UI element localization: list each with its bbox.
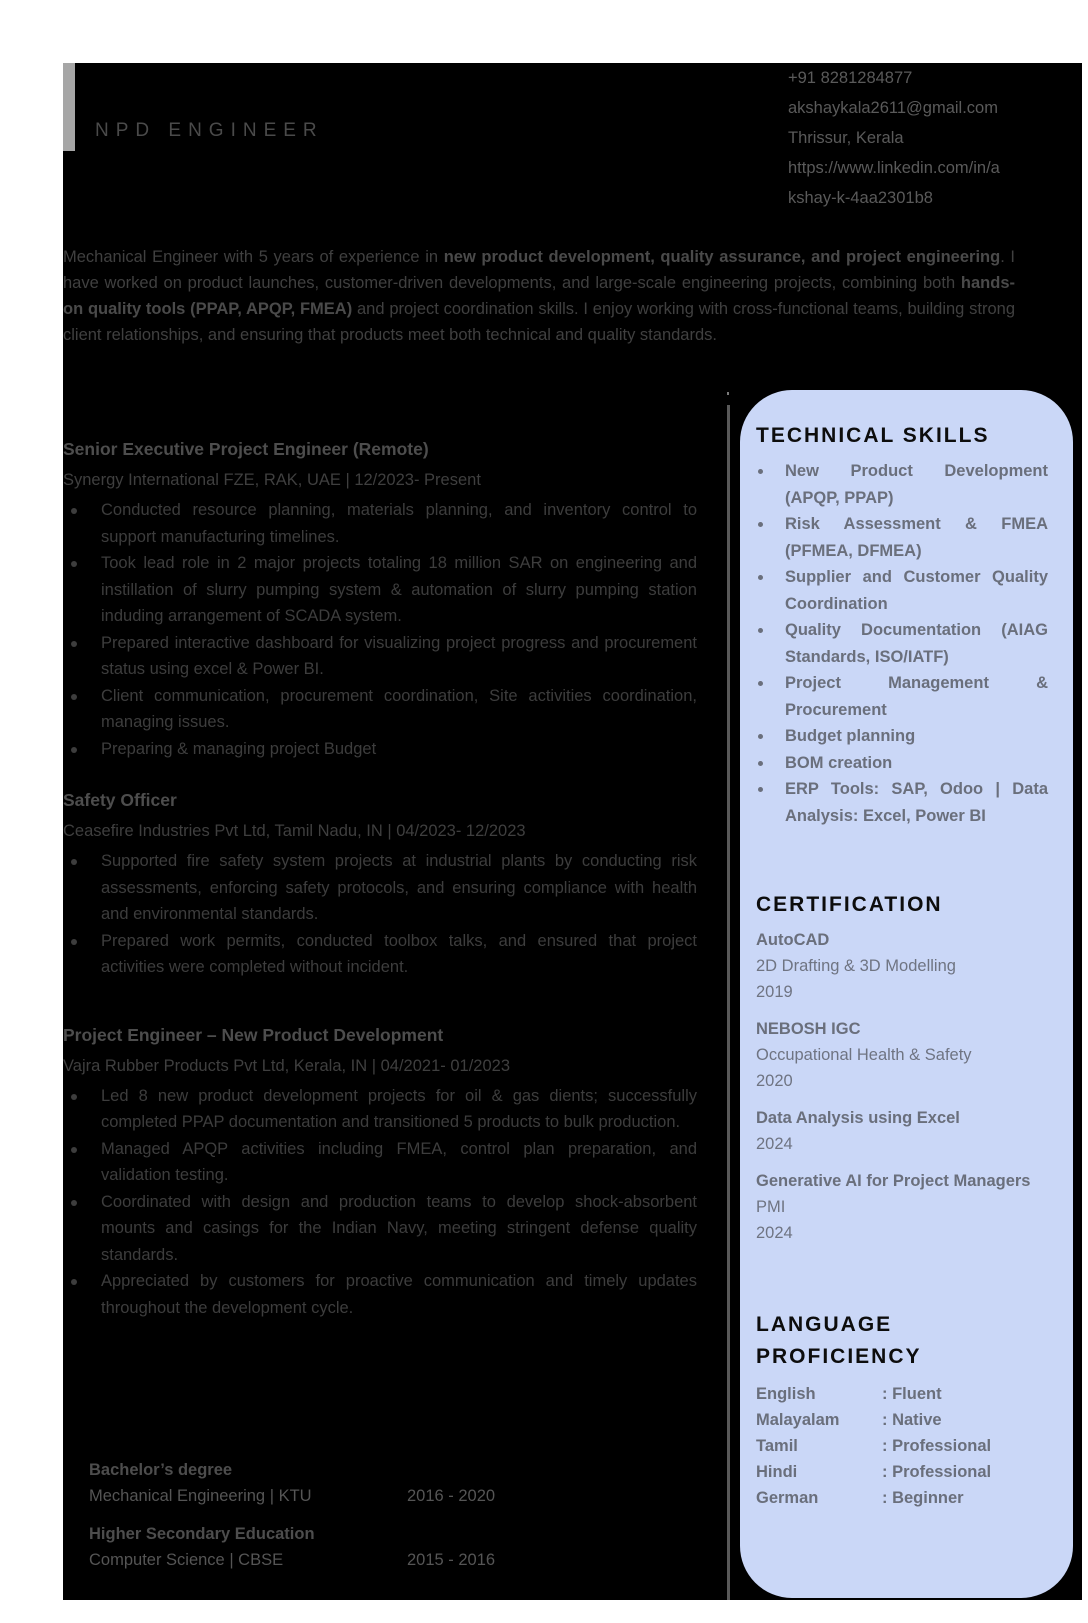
job-bullet (63, 1268, 697, 1321)
job-bullet (63, 848, 697, 928)
language-name: German (756, 1489, 819, 1507)
language-name: Hindi (756, 1463, 798, 1481)
bullet-icon (71, 939, 77, 945)
summary-bold-1: new product development, quality assurance, and project engineering (443, 248, 1001, 266)
technical-skills-heading: TECHNICAL SKILLS (756, 424, 990, 447)
bullet-text: Client communication, procurement coordination, Site activities coordination, managing issues. (101, 686, 697, 731)
bullet-icon (758, 628, 763, 633)
education-years: 2016 - 2020 (407, 1487, 496, 1505)
job-meta: Ceasefire Industries Pvt Ltd, Tamil Nadu, IN | 04/2023- 12/2023 (63, 822, 526, 840)
language-row (756, 1381, 1048, 1407)
certification-detail: 2D Drafting & 3D Modelling (756, 957, 956, 975)
job-entry (63, 435, 697, 762)
certification-year: 2024 (756, 1224, 793, 1242)
education-years: 2015 - 2016 (407, 1551, 496, 1569)
sidebar-panel (740, 390, 1073, 1598)
bullet-text: Took lead role in 2 major projects totaling 18 million SAR on engineering and instillation of slurry pumping system & automation of slurry pumping station induding arrangement of SCADA system. (101, 554, 697, 625)
bullet-icon (71, 1200, 77, 1206)
language-level: : Native (882, 1411, 942, 1429)
bullet-text: Coordinated with design and production teams to develop shock-absorbent mounts and casings for the Indian Navy, meeting stringent defense quality standards. (101, 1192, 697, 1264)
bullet-icon (758, 787, 763, 792)
bullet-text: Led 8 new product development projects for oil & gas dients; successfully completed PPAP documentation and transitioned 5 products to bulk production. (101, 1086, 697, 1131)
bullet-text: Prepared work permits, conducted toolbox talks, and ensured that project activities were completed without incident. (101, 931, 697, 976)
language-level: : Professional (882, 1437, 992, 1455)
summary-bold-2: hands-on quality tools (PPAP, APQP, FMEA) (63, 274, 1015, 318)
certification-list (756, 927, 1048, 1246)
divider-dot (727, 392, 729, 395)
language-heading (756, 1309, 1048, 1373)
bullet-text: Managed APQP activities including FMEA, control plan preparation, and validation testing. (101, 1139, 697, 1184)
bullet-icon (758, 761, 763, 766)
contact-phone: +91 8281284877 (788, 69, 913, 87)
language-row (756, 1433, 1048, 1459)
language-name: Tamil (756, 1437, 798, 1455)
certification-item (756, 927, 1048, 1005)
bullet-text: Appreciated by customers for proactive communication and timely updates throughout the development cycle. (101, 1272, 697, 1317)
certification-name: Generative AI for Project Managers (756, 1172, 1031, 1190)
bullet-text: Preparing & managing project Budget (101, 739, 377, 758)
education-section (89, 1458, 689, 1573)
skill-text: Risk Assessment & FMEA (PFMEA, DFMEA) (785, 515, 1048, 560)
job-bullet (63, 928, 697, 981)
certification-name: NEBOSH IGC (756, 1020, 861, 1038)
job-entry (63, 786, 697, 981)
skill-item (756, 723, 1048, 750)
bullet-icon (71, 1094, 77, 1100)
bullet-text: Conducted resource planning, materials planning, and inventory control to support manufacturing timelines. (101, 501, 697, 546)
certification-item (756, 1016, 1048, 1094)
professional-summary (63, 244, 1015, 348)
skill-text: ERP Tools: SAP, Odoo | Data Analysis: Excel, Power BI (785, 780, 1048, 825)
language-row (756, 1485, 1048, 1511)
job-bullet (63, 1083, 697, 1136)
skill-item (756, 511, 1048, 564)
certification-item (756, 1168, 1048, 1246)
certification-heading: CERTIFICATION (756, 893, 943, 916)
language-heading-line1: LANGUAGE (756, 1313, 893, 1336)
language-row (756, 1459, 1048, 1485)
skill-text: Supplier and Customer Quality Coordination (785, 568, 1048, 613)
bullet-text: Prepared interactive dashboard for visualizing project progress and procurement status using excel & Power BI. (101, 633, 697, 678)
certification-item (756, 1105, 1048, 1157)
contact-linkedin-line2[interactable]: kshay-k-4aa2301b8 (788, 189, 933, 207)
job-bullets (63, 1083, 697, 1322)
bullet-icon (71, 694, 77, 700)
contact-block (788, 63, 1078, 213)
certification-name: AutoCAD (756, 931, 830, 949)
certification-issuer: PMI (756, 1198, 786, 1216)
certification-year: 2024 (756, 1135, 793, 1153)
bullet-icon (758, 522, 763, 527)
sidebar-content (756, 420, 1048, 1511)
experience-section (63, 435, 697, 1321)
job-meta: Vajra Rubber Products Pvt Ltd, Kerala, IN | 04/2021- 01/2023 (63, 1056, 510, 1075)
skill-item (756, 458, 1048, 511)
job-title: Senior Executive Project Engineer (Remote) (63, 439, 429, 459)
bullet-icon (71, 859, 77, 865)
education-degree: Bachelor’s degree (89, 1461, 233, 1479)
job-bullet (63, 1189, 697, 1269)
job-bullet (63, 1136, 697, 1189)
language-level: : Professional (882, 1463, 992, 1481)
job-bullet (63, 630, 697, 683)
skill-item (756, 670, 1048, 723)
job-meta: Synergy International FZE, RAK, UAE | 12/2023- Present (63, 471, 481, 489)
role-title: NPD ENGINEER (95, 120, 324, 141)
bullet-icon (71, 1147, 77, 1153)
bullet-icon (758, 469, 763, 474)
skill-text: BOM creation (785, 753, 893, 772)
language-heading-line2: PROFICIENCY (756, 1345, 922, 1368)
education-row (89, 1547, 689, 1573)
skill-item (756, 750, 1048, 777)
contact-location: Thrissur, Kerala (788, 129, 904, 147)
contact-linkedin-line1[interactable]: https://www.linkedin.com/in/a (788, 159, 1000, 177)
technical-skills-list (756, 458, 1048, 829)
column-divider (727, 405, 730, 1600)
language-level: : Fluent (882, 1385, 942, 1403)
education-field: Computer Science | CBSE (89, 1551, 284, 1569)
skill-item (756, 617, 1048, 670)
job-bullet (63, 550, 697, 630)
summary-text-2: . I have worked on product launches, customer-driven developments, and large-scale engineering projects, combining both (63, 248, 1015, 292)
job-bullet (63, 497, 697, 550)
job-title: Safety Officer (63, 790, 177, 810)
summary-text-3: and project coordination skills. I enjoy working with cross-functional teams, building strong client relationships, and ensuring that products meet both technical and quality standards. (63, 300, 1015, 344)
skill-text: New Product Development (APQP, PPAP) (785, 462, 1048, 507)
education-row (89, 1483, 689, 1509)
bullet-icon (71, 1279, 77, 1285)
header-accent-bar (63, 63, 75, 151)
bullet-icon (758, 575, 763, 580)
bullet-icon (758, 681, 763, 686)
skill-text: Budget planning (785, 727, 916, 745)
language-level: : Beginner (882, 1489, 964, 1507)
skill-item (756, 776, 1048, 829)
education-field: Mechanical Engineering | KTU (89, 1487, 312, 1505)
bullet-icon (71, 561, 77, 567)
certification-year: 2020 (756, 1072, 793, 1090)
bullet-icon (71, 641, 77, 647)
language-list (756, 1381, 1048, 1511)
bullet-icon (71, 508, 77, 514)
certification-detail: Occupational Health & Safety (756, 1046, 972, 1064)
certification-year: 2019 (756, 983, 793, 1001)
language-name: English (756, 1385, 816, 1403)
language-row (756, 1407, 1048, 1433)
bullet-icon (758, 734, 763, 739)
job-bullet (63, 683, 697, 736)
skill-text: Quality Documentation (AIAG Standards, ISO/IATF) (785, 621, 1048, 666)
job-bullets (63, 497, 697, 762)
certification-name: Data Analysis using Excel (756, 1109, 960, 1127)
language-name: Malayalam (756, 1411, 840, 1429)
summary-text-1: Mechanical Engineer with 5 years of experience in (63, 248, 444, 266)
job-entry (63, 1021, 697, 1322)
education-degree: Higher Secondary Education (89, 1525, 315, 1543)
bullet-icon (71, 747, 77, 753)
contact-email[interactable]: akshaykala2611@gmail.com (788, 99, 998, 117)
job-title: Project Engineer – New Product Development (63, 1024, 444, 1045)
job-bullet (63, 736, 697, 763)
skill-item (756, 564, 1048, 617)
bullet-text: Supported fire safety system projects at industrial plants by conducting risk assessments, enforcing safety protocols, and ensuring compliance with health and environmental standards. (101, 852, 697, 923)
skill-text: Project Management & Procurement (785, 674, 1048, 719)
job-bullets (63, 848, 697, 981)
